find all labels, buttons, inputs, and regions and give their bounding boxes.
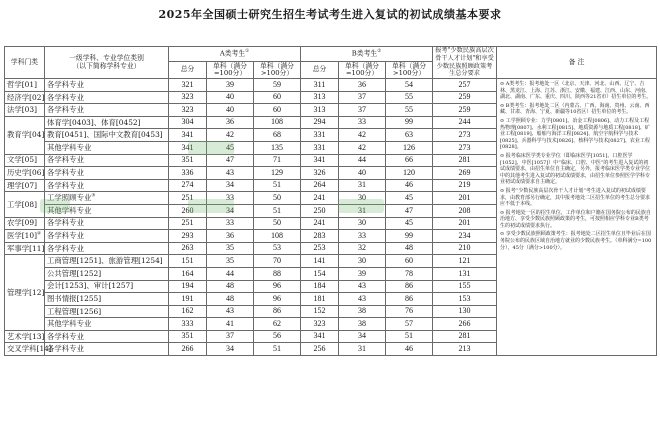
header-subject xyxy=(45,47,169,79)
b-total-cell: 326 xyxy=(301,167,339,180)
b-total-cell: 323 xyxy=(301,318,339,331)
header-subject-line2: （以下简称学科专业） xyxy=(72,61,141,70)
header-row-1 xyxy=(5,47,657,62)
a-total-cell: 260 xyxy=(169,204,207,217)
discipline-cell: 理学[07] xyxy=(5,179,45,192)
header-group-a: A类考生① xyxy=(169,47,301,62)
special-total-cell: 131 xyxy=(433,267,497,280)
b-single-le100-cell: 40 xyxy=(339,167,386,180)
subject-cell: 各学科专业 xyxy=(45,230,169,243)
discipline-cell: 教育学[04] xyxy=(5,116,45,154)
header-notes: 备 注 xyxy=(497,47,657,79)
a-single-le100-cell: 45 xyxy=(207,141,254,154)
b-single-gt100-cell: 76 xyxy=(386,305,433,318)
header-group-b: B类考生② xyxy=(301,47,433,62)
subject-cell: 其他学科专业 xyxy=(45,141,169,154)
b-total-cell: 241 xyxy=(301,217,339,230)
a-single-gt100-cell: 86 xyxy=(254,305,301,318)
subject-cell: 工商管理[1251]、旅游管理[1254] xyxy=(45,255,169,268)
a-single-gt100-cell: 60 xyxy=(254,104,301,117)
special-total-cell: 234 xyxy=(433,230,497,243)
header-group-a-label: A类考生 xyxy=(219,49,246,58)
b-total-cell: 313 xyxy=(301,104,339,117)
b-total-cell: 253 xyxy=(301,242,339,255)
discipline-cell: 哲学[01] xyxy=(5,79,45,92)
a-single-le100-cell: 34 xyxy=(207,179,254,192)
b-total-cell: 256 xyxy=(301,343,339,356)
special-total-cell: 244 xyxy=(433,116,497,129)
b-single-le100-cell: 33 xyxy=(339,116,386,129)
a-single-le100-cell: 43 xyxy=(207,305,254,318)
a-total-cell: 194 xyxy=(169,280,207,293)
b-single-le100-cell: 42 xyxy=(339,141,386,154)
b-total-cell: 341 xyxy=(301,154,339,167)
a-total-cell: 263 xyxy=(169,242,207,255)
subject-cell: 会计[1253]、审计[1257] xyxy=(45,280,169,293)
header-a-single-gt100: 单科（满分>100分） xyxy=(254,62,301,79)
a-single-gt100-cell: 135 xyxy=(254,141,301,154)
b-total-cell: 341 xyxy=(301,330,339,343)
special-total-cell: 219 xyxy=(433,179,497,192)
special-total-cell: 257 xyxy=(433,79,497,92)
b-single-gt100-cell: 57 xyxy=(386,318,433,331)
b-total-cell: 331 xyxy=(301,141,339,154)
a-total-cell: 323 xyxy=(169,91,207,104)
discipline-cell: 农学[09] xyxy=(5,217,45,230)
b-single-le100-cell: 36 xyxy=(339,79,386,92)
a-total-cell: 341 xyxy=(169,129,207,142)
a-single-le100-cell: 36 xyxy=(207,230,254,243)
b-single-le100-cell: 31 xyxy=(339,179,386,192)
subject-cell: 各学科专业 xyxy=(45,167,169,180)
b-total-cell: 184 xyxy=(301,280,339,293)
note-item: ⊙ 报考“少数民族高层次骨干人才计划”考生进入复试的初试成绩要求，由教育部另行确定，其中报考地处二区招生单位的考生总分要求应不低于本线。 xyxy=(500,187,651,208)
a-single-le100-cell: 34 xyxy=(207,343,254,356)
subject-cell: 工程管理[1256] xyxy=(45,305,169,318)
b-total-cell: 250 xyxy=(301,204,339,217)
b-single-gt100-cell: 86 xyxy=(386,280,433,293)
a-single-le100-cell: 44 xyxy=(207,267,254,280)
special-total-cell: 210 xyxy=(433,242,497,255)
subject-cell: 各学科专业 xyxy=(45,79,169,92)
a-single-gt100-cell: 62 xyxy=(254,318,301,331)
subject-cell: 其他学科专业 xyxy=(45,204,169,217)
b-single-le100-cell: 32 xyxy=(339,242,386,255)
a-single-gt100-cell: 96 xyxy=(254,293,301,306)
b-single-gt100-cell: 47 xyxy=(386,204,433,217)
a-single-gt100-cell: 51 xyxy=(254,343,301,356)
a-single-le100-cell: 36 xyxy=(207,116,254,129)
b-total-cell: 154 xyxy=(301,267,339,280)
b-total-cell: 152 xyxy=(301,305,339,318)
header-group-b-label: B类考生 xyxy=(351,49,378,58)
a-single-gt100-cell: 51 xyxy=(254,179,301,192)
a-single-gt100-cell: 108 xyxy=(254,116,301,129)
subject-cell: 图书情报[1255] xyxy=(45,293,169,306)
a-total-cell: 266 xyxy=(169,343,207,356)
a-single-le100-cell: 43 xyxy=(207,167,254,180)
a-total-cell: 191 xyxy=(169,293,207,306)
a-total-cell: 293 xyxy=(169,230,207,243)
score-table xyxy=(4,46,657,356)
subject-cell: 体育学[0403]、体育[0452] xyxy=(45,116,169,129)
special-total-cell: 259 xyxy=(433,91,497,104)
b-total-cell: 294 xyxy=(301,116,339,129)
special-total-cell: 130 xyxy=(433,305,497,318)
b-total-cell: 181 xyxy=(301,293,339,306)
special-total-cell: 201 xyxy=(433,192,497,205)
note-item: ⊙ 报考临床医学类专业学位（即临床医学[1051]、口腔医学[1052]、中医[1057]）中“临床、口腔、中医”的考生进入复试的初试成绩要求，由招生单位自主确定，另外，报考临床医学类专业学位中的其他考生进入复试的初试成绩要求，由招生单位参照医学学科专业初试成绩要求自主确定。 xyxy=(500,152,651,186)
b-single-gt100-cell: 45 xyxy=(386,217,433,230)
a-single-gt100-cell: 60 xyxy=(254,91,301,104)
a-single-gt100-cell: 129 xyxy=(254,167,301,180)
discipline-cell: 管理学[12] xyxy=(5,255,45,331)
a-single-gt100-cell: 51 xyxy=(254,204,301,217)
header-a-single-le100: 单科（满分=100分） xyxy=(207,62,254,79)
header-b-total: 总分 xyxy=(301,62,339,79)
a-single-gt100-cell: 53 xyxy=(254,242,301,255)
header-a-total: 总分 xyxy=(169,62,207,79)
b-single-le100-cell: 44 xyxy=(339,154,386,167)
a-single-le100-cell: 33 xyxy=(207,192,254,205)
special-total-cell: 281 xyxy=(433,330,497,343)
discipline-cell: 工学[08] xyxy=(5,192,45,217)
special-total-cell: 155 xyxy=(433,280,497,293)
notes-cell xyxy=(497,79,657,356)
a-total-cell: 341 xyxy=(169,141,207,154)
a-single-gt100-cell: 50 xyxy=(254,192,301,205)
b-total-cell: 141 xyxy=(301,255,339,268)
a-total-cell: 323 xyxy=(169,104,207,117)
a-single-gt100-cell: 88 xyxy=(254,267,301,280)
b-single-gt100-cell: 55 xyxy=(386,91,433,104)
subject-cell: 各学科专业 xyxy=(45,104,169,117)
discipline-cell: 法学[03] xyxy=(5,104,45,117)
page-title: 2025年全国硕士研究生招生考试考生进入复试的初试成绩基本要求 xyxy=(158,8,502,21)
b-single-le100-cell: 43 xyxy=(339,293,386,306)
a-single-gt100-cell: 56 xyxy=(254,330,301,343)
b-single-le100-cell: 30 xyxy=(339,217,386,230)
b-single-le100-cell: 39 xyxy=(339,267,386,280)
b-total-cell: 283 xyxy=(301,230,339,243)
special-total-cell: 259 xyxy=(433,104,497,117)
b-single-gt100-cell: 126 xyxy=(386,141,433,154)
special-total-cell: 153 xyxy=(433,293,497,306)
a-total-cell: 351 xyxy=(169,154,207,167)
special-total-cell: 273 xyxy=(433,129,497,142)
table-body xyxy=(5,79,657,356)
subject-cell: 各学科专业 xyxy=(45,91,169,104)
b-single-gt100-cell: 48 xyxy=(386,242,433,255)
b-total-cell: 331 xyxy=(301,129,339,142)
b-single-le100-cell: 38 xyxy=(339,318,386,331)
table-row xyxy=(5,79,657,92)
a-single-gt100-cell: 59 xyxy=(254,79,301,92)
a-total-cell: 336 xyxy=(169,167,207,180)
b-total-cell: 313 xyxy=(301,91,339,104)
discipline-cell: 交叉学科[14] xyxy=(5,343,45,356)
subject-cell: 各学科专业 xyxy=(45,217,169,230)
a-single-gt100-cell: 50 xyxy=(254,217,301,230)
subject-cell: 各学科专业 xyxy=(45,343,169,356)
b-single-gt100-cell: 46 xyxy=(386,343,433,356)
b-single-gt100-cell: 63 xyxy=(386,129,433,142)
b-single-gt100-cell: 54 xyxy=(386,79,433,92)
special-total-cell: 208 xyxy=(433,204,497,217)
b-single-gt100-cell: 86 xyxy=(386,293,433,306)
a-single-le100-cell: 33 xyxy=(207,217,254,230)
a-total-cell: 304 xyxy=(169,116,207,129)
subject-cell: 工学照顾专业③ xyxy=(45,192,169,205)
note-item: ⊙ A类考生：报考地处一区（北京、天津、河北、山西、辽宁、吉林、黑龙江、上海、江苏、浙江、安徽、福建、江西、山东、河南、湖北、湖南、广东、重庆、四川、陕西等21省市）招生单位的考生。 xyxy=(500,81,652,101)
note-item: ⊙ B类考生：报考地处二区（内蒙古、广西、海南、贵州、云南、西藏、甘肃、青海、宁夏、新疆等10省区）招生单位的考生。 xyxy=(500,102,650,116)
discipline-cell: 医学[10]④ xyxy=(5,230,45,243)
note-item: ⊙ 报考地处一区的招生单位，工作单位和户籍在国务院公布的民族自治地方、享受少数民族照顾政策的考生，可按照相应学科专业B类考生的初试成绩要求执行。 xyxy=(500,209,651,229)
header-b-single-le100: 单科（满分=100分） xyxy=(339,62,386,79)
b-single-gt100-cell: 51 xyxy=(386,330,433,343)
discipline-cell: 经济学[02] xyxy=(5,91,45,104)
subject-cell: 各学科专业 xyxy=(45,154,169,167)
a-total-cell: 251 xyxy=(169,217,207,230)
b-single-le100-cell: 33 xyxy=(339,230,386,243)
b-single-le100-cell: 31 xyxy=(339,204,386,217)
b-total-cell: 311 xyxy=(301,79,339,92)
header-b-single-gt100: 单科（满分>100分） xyxy=(386,62,433,79)
a-single-le100-cell: 39 xyxy=(207,79,254,92)
subject-cell: 各学科专业 xyxy=(45,330,169,343)
b-single-gt100-cell: 99 xyxy=(386,230,433,243)
a-total-cell: 151 xyxy=(169,255,207,268)
subject-cell: 各学科专业 xyxy=(45,242,169,255)
a-total-cell: 321 xyxy=(169,79,207,92)
a-single-gt100-cell: 68 xyxy=(254,129,301,142)
discipline-cell: 文学[05] xyxy=(5,154,45,167)
b-single-le100-cell: 43 xyxy=(339,280,386,293)
subject-cell: 教育[0451]、国际中文教育[0453] xyxy=(45,129,169,142)
a-single-le100-cell: 47 xyxy=(207,154,254,167)
b-single-le100-cell: 37 xyxy=(339,104,386,117)
b-single-gt100-cell: 46 xyxy=(386,179,433,192)
b-single-le100-cell: 34 xyxy=(339,330,386,343)
b-single-le100-cell: 31 xyxy=(339,343,386,356)
b-single-gt100-cell: 45 xyxy=(386,192,433,205)
discipline-cell: 军事学[11] xyxy=(5,242,45,255)
header-discipline: 学科门类 xyxy=(5,47,45,79)
special-total-cell: 273 xyxy=(433,141,497,154)
header-subject-line1: 一级学科、专业学位类别 xyxy=(69,54,144,63)
note-item: ⊙ 享受少数民族照顾政策考生：报考地处二区招生单位且毕业后在国务院公布的民族区域自治地方就业的少数民族考生。（单科满分=100分），45分（满分>100分）。 xyxy=(500,231,652,251)
a-total-cell: 274 xyxy=(169,179,207,192)
b-single-le100-cell: 30 xyxy=(339,192,386,205)
a-total-cell: 251 xyxy=(169,192,207,205)
special-total-cell: 213 xyxy=(433,343,497,356)
a-single-le100-cell: 40 xyxy=(207,104,254,117)
a-single-le100-cell: 41 xyxy=(207,318,254,331)
a-single-le100-cell: 48 xyxy=(207,293,254,306)
subject-cell: 其他学科专业 xyxy=(45,318,169,331)
header-special: 报考"少数民族高层次骨干人才计划"和享受少数民族照顾政策考生总分要求 xyxy=(433,47,497,79)
b-single-gt100-cell: 60 xyxy=(386,255,433,268)
special-total-cell: 266 xyxy=(433,318,497,331)
b-total-cell: 241 xyxy=(301,192,339,205)
b-total-cell: 264 xyxy=(301,179,339,192)
note-item: ⊙ 工学照顾专业：力学[0801]、冶金工程[0806]、动力工程及工程热物理[0807]、水利工程[0815]、地质资源与地质工程[0818]、矿业工程[0819]、船舶与海洋工程[0824]、航空宇航科学与技术[0825]、兵器科学与技术[0826]、核科学与技术[0827]、农业工程[0828]。 xyxy=(500,117,650,151)
special-total-cell: 121 xyxy=(433,255,497,268)
a-total-cell: 351 xyxy=(169,330,207,343)
b-single-gt100-cell: 55 xyxy=(386,104,433,117)
a-single-gt100-cell: 70 xyxy=(254,255,301,268)
subject-cell: 各学科专业 xyxy=(45,179,169,192)
a-single-gt100-cell: 96 xyxy=(254,280,301,293)
special-total-cell: 281 xyxy=(433,154,497,167)
discipline-cell: 艺术学[13] xyxy=(5,330,45,343)
b-single-le100-cell: 38 xyxy=(339,305,386,318)
special-total-cell: 201 xyxy=(433,217,497,230)
a-single-le100-cell: 34 xyxy=(207,204,254,217)
b-single-gt100-cell: 120 xyxy=(386,167,433,180)
a-total-cell: 162 xyxy=(169,305,207,318)
b-single-le100-cell: 42 xyxy=(339,129,386,142)
special-total-cell: 269 xyxy=(433,167,497,180)
b-single-gt100-cell: 99 xyxy=(386,116,433,129)
a-single-gt100-cell: 71 xyxy=(254,154,301,167)
b-single-le100-cell: 37 xyxy=(339,91,386,104)
a-total-cell: 333 xyxy=(169,318,207,331)
b-single-le100-cell: 30 xyxy=(339,255,386,268)
a-single-le100-cell: 48 xyxy=(207,280,254,293)
a-single-gt100-cell: 108 xyxy=(254,230,301,243)
discipline-cell: 历史学[06] xyxy=(5,167,45,180)
a-single-le100-cell: 40 xyxy=(207,91,254,104)
a-single-le100-cell: 35 xyxy=(207,255,254,268)
a-single-le100-cell: 37 xyxy=(207,330,254,343)
b-single-gt100-cell: 78 xyxy=(386,267,433,280)
a-single-le100-cell: 42 xyxy=(207,129,254,142)
a-total-cell: 164 xyxy=(169,267,207,280)
a-single-le100-cell: 35 xyxy=(207,242,254,255)
subject-cell: 公共管理[1252] xyxy=(45,267,169,280)
b-single-gt100-cell: 66 xyxy=(386,154,433,167)
